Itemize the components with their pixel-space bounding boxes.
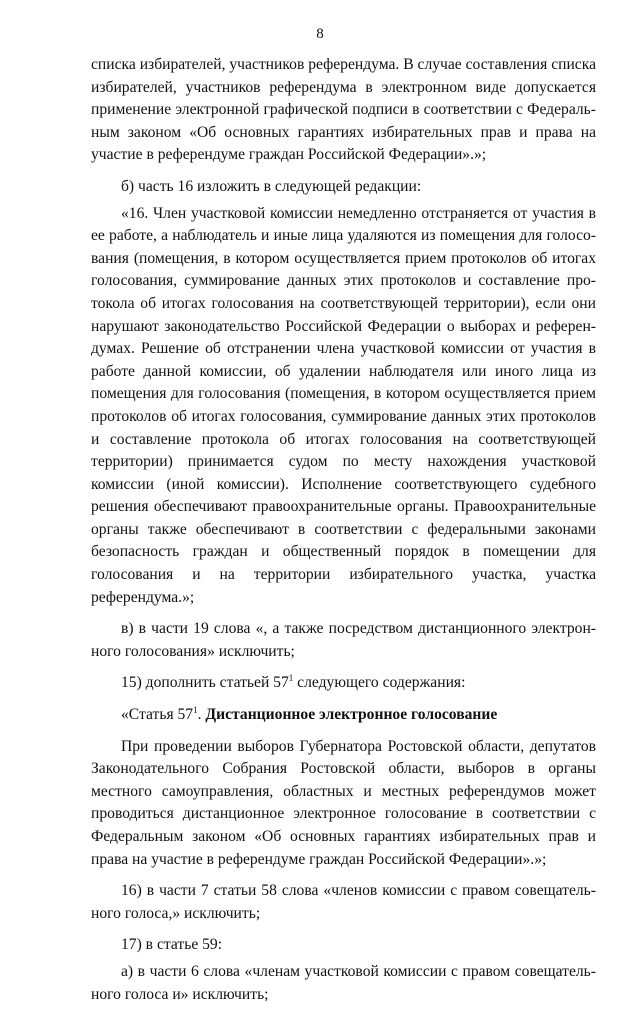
paragraph-item-b: б) часть 16 изложить в следующей редакции:: [121, 177, 422, 195]
paragraph-item-15: [91, 672, 596, 695]
article-heading-superscript: 1: [193, 705, 198, 716]
article-heading-prefix: «Статья 57: [121, 706, 194, 724]
paragraph-part-16-text: «16. Член участковой комиссии немедленно отстраняется от участия в ее работе, а наблюдатель и иные лица удаляются из помещения для голосования (помещения, в котором осуществляется прием протоколов об итогах голосования, суммирование данных этих протоколов и составление протокола об итогах голосования на соответствующей территории), если они нарушают законодательство Российской Федерации о выборах и референдумах. Решение об отстранении члена участковой комиссии от участия в работе данной комиссии, об удалении наблюдателя или иного лица из помещения для голосования (помещения, в котором осуществляется прием протоколов об итогах голосования, суммирование данных этих протоколов и составление протокола об итогах голосования на соответствующей территории) принимается судом по месту нахождения участковой комиссии (иной комиссии). Исполнение соответствующего судебного решения обеспечивают правоохранительные органы. Правоохранительные органы также обеспечивают в соответствии с федеральными законами безопасность граждан и общественный порядок в помещении для голосования и на территории избирательного участка, участка референдума.»;: [91, 204, 596, 606]
page-number: 8: [316, 26, 324, 42]
paragraph-item-v: в) в части 19 слова «, а также посредством дистанционного электронного голосования» исключить;: [91, 620, 596, 660]
item-15-suffix: следующего содержания:: [293, 674, 466, 692]
article-heading-suffix: .: [197, 706, 206, 724]
paragraph-voter-list-continuation: списка избирателей, участников референдума. В случае составления списка избирателей, участников референдума в электронном виде допускается применение электронной графической подписи в соответствии с Федеральным законом «Об основных гарантиях избирательных прав и права на участие в референдуме граждан Российской Федерации».»;: [91, 56, 596, 164]
paragraph-article-57-1-body: При проведении выборов Губернатора Ростовской области, депутатов Законодательного Собрания Ростовской области, выборов в органы местного самоуправления, областных и местных референдумов может проводиться дистанционное электронное голосование в соответствии с Федеральным законом «Об основных гарантиях избирательных прав и права на участие в референдуме граждан Российской Федерации».»;: [91, 737, 596, 868]
paragraph-item-16: 16) в части 7 статьи 58 слова «членов комиссии с правом совещательного голоса,» исключить;: [91, 882, 596, 922]
paragraph-item-17: 17) в статье 59:: [121, 936, 223, 954]
document-body: [91, 54, 596, 1015]
paragraph-item-17a: а) в части 6 слова «членам участковой комиссии с правом совещательного голоса и» исключить;: [91, 962, 596, 1003]
item-15-prefix: 15) дополнить статьей 57: [121, 674, 289, 692]
article-57-1-heading: [91, 704, 596, 727]
article-heading-title: Дистанционное электронное голосование: [205, 706, 498, 724]
item-15-superscript: 1: [288, 673, 294, 684]
